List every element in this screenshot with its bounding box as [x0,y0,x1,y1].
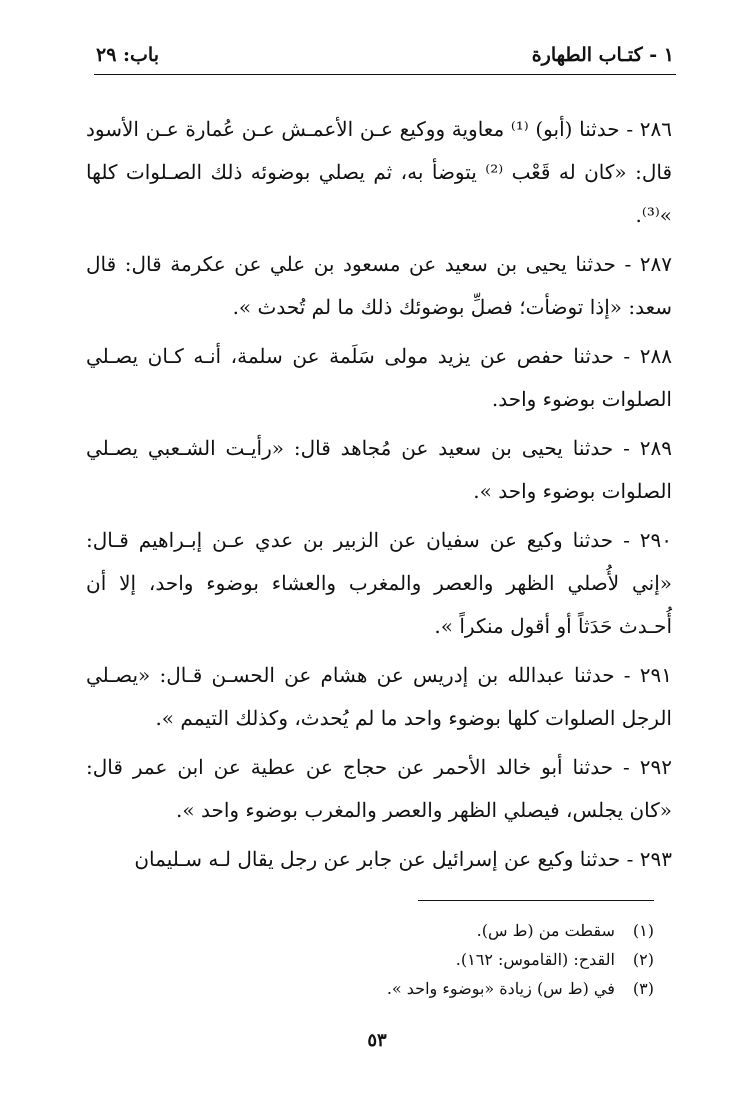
hadith-286: ٢٨٦ - حدثنا (أبو) ⁽¹⁾ معاوية ووكيع عـن الأعمـش عـن عُمارة عـن الأسود قال: «كان له قَعْب ⁽²⁾ يتوضأ به، ثم يصلي بوضوئه ذلك الصـلوات كلها »⁽³⁾. [86,117,673,227]
footnote-marker: (٣) [632,979,654,998]
hadith-290: ٢٩٠ - حدثنا وكيع عن سفيان عن الزبير بن عدي عـن إبـراهيم قـال: «إني لأُصلي الظهر والعصر والمغرب والعشاء بوضوء واحد، إلا أن أُحـدث حَدَثاً أو أقول منكراً ». [86,528,672,638]
hadith-292: ٢٩٢ - حدثنا أبو خالد الأحمر عن حجاج عن عطية عن ابن عمر قال: «كان يجلس، فيصلي الظهر والعصر والمغرب بوضوء واحد ». [86,755,672,822]
footnote-1 [94,916,654,945]
hadith-289: ٢٨٩ - حدثنا يحيى بن سعيد عن مُجاهد قال: «رأيـت الشـعبي يصـلي الصلوات بوضوء واحد ». [86,436,672,503]
book-title: ١ - كتـاب الطهارة [531,44,674,66]
hadith-287: ٢٨٧ - حدثنا يحيى بن سعيد عن مسعود بن علي عن عكرمة قال: قال سعد: «إذا توضأت؛ فصلِّ بوضوئك ذلك ما لم تُحدث ». [86,252,672,319]
footnote-text: القدح: (القاموس: ١٦٢). [455,950,615,969]
footnote-3 [94,974,654,1003]
chapter-label: باب: ٢٩ [96,44,160,66]
hadith-288: ٢٨٨ - حدثنا حفص عن يزيد مولى سَلَمة عن سلمة، أنـه كـان يصـلي الصلوات بوضوء واحد. [86,344,672,411]
footnotes [94,916,654,1003]
footnote-marker: (١) [632,921,654,940]
footnote-divider [418,900,654,901]
footnote-text: في (ط س) زيادة «بوضوء واحد ». [386,979,615,998]
hadith-293: ٢٩٣ - حدثنا وكيع عن إسرائيل عن جابر عن رجل يقال لـه سـليمان [134,847,672,871]
main-text [86,108,672,887]
footnote-text: سقطت من (ط س). [476,921,615,940]
footnote-marker: (٢) [632,950,654,969]
page-number: ٥٣ [367,1030,387,1051]
footnote-2 [94,945,654,974]
hadith-291: ٢٩١ - حدثنا عبدالله بن إدريس عن هشام عن الحسـن قـال: «يصـلي الرجل الصلوات كلها بوضوء واحد ما لم يُحدث، وكذلك التيمم ». [86,663,672,730]
header-divider [94,74,676,75]
running-header [94,38,676,72]
